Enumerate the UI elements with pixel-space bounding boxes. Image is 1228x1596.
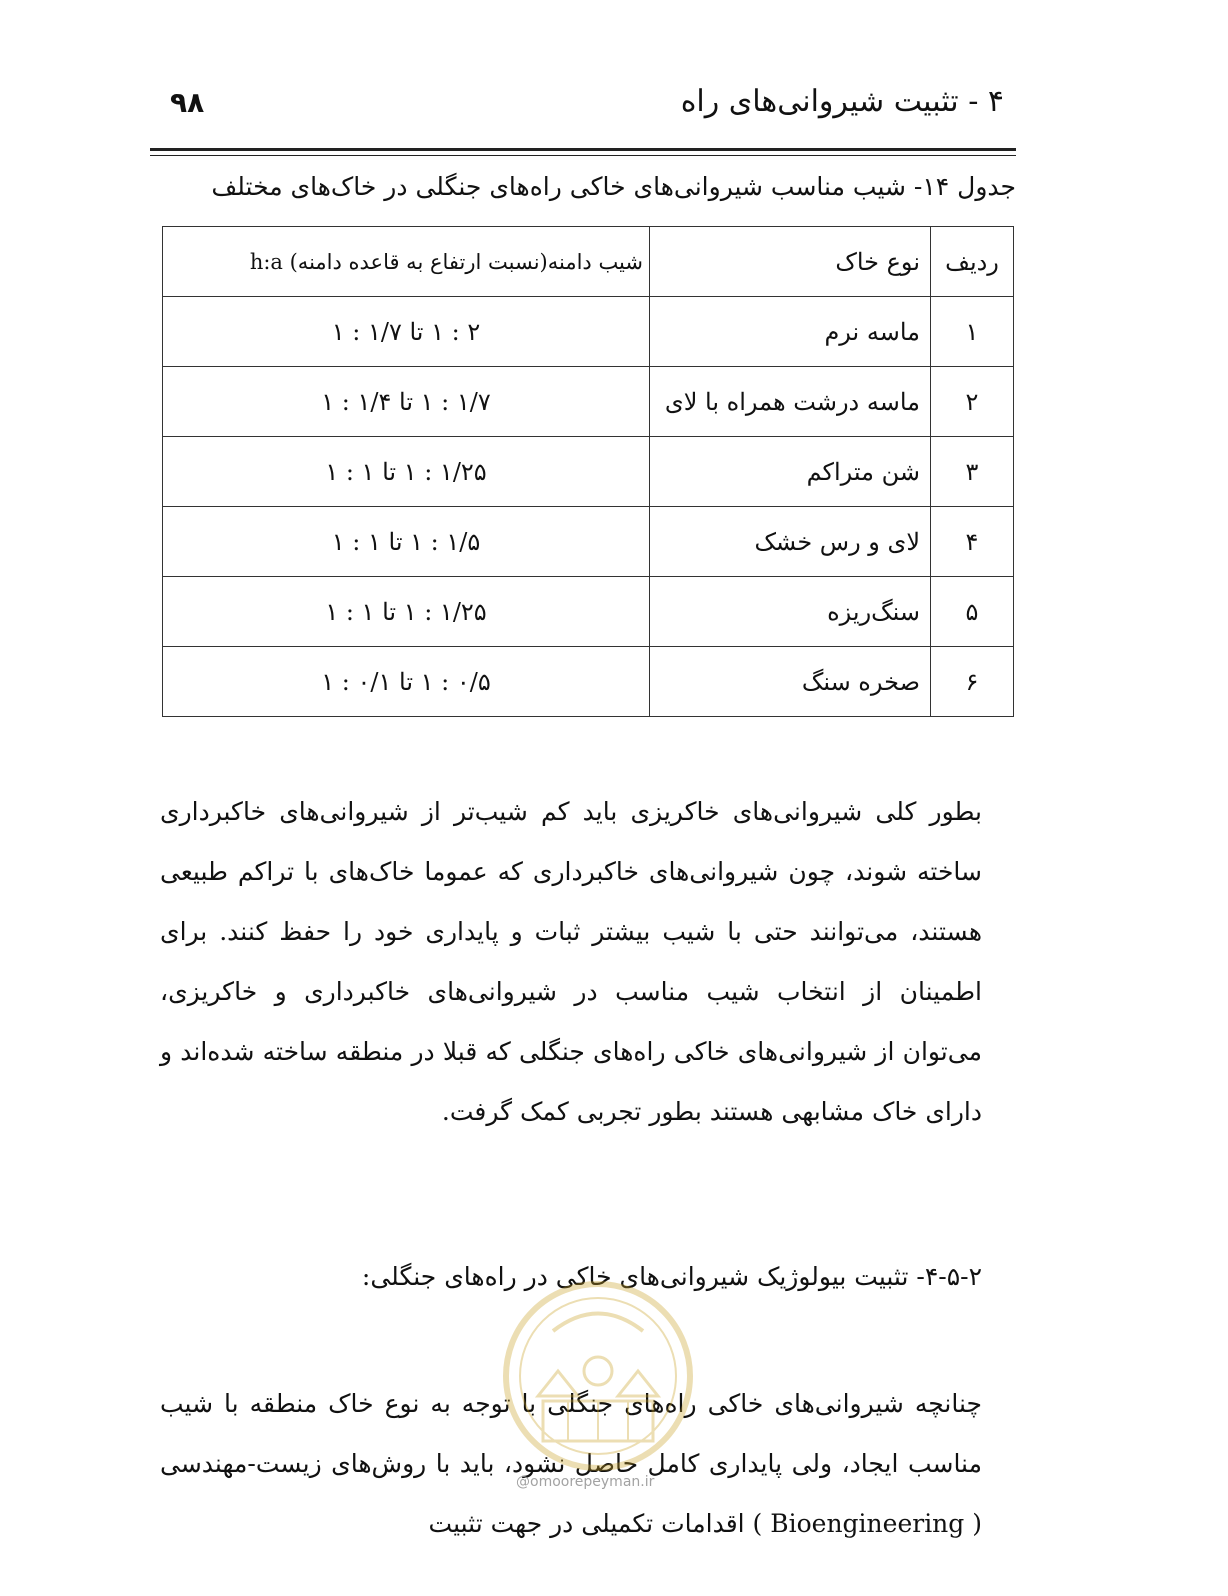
row-number-cell: ۴	[931, 507, 1014, 577]
table-row	[163, 437, 1014, 507]
soil-type-cell: لای و رس خشک	[650, 507, 931, 577]
soil-type-cell: ماسه نرم	[650, 297, 931, 367]
row-number-cell: ۶	[931, 647, 1014, 717]
table-caption: جدول ۱۴- شیب مناسب شیروانی‌های خاکی راه‌های جنگلی در خاک‌های مختلف	[211, 172, 1016, 201]
table-row	[163, 647, 1014, 717]
slope-cell: ۱/۷ : ۱ تا ۱/۴ : ۱	[163, 367, 650, 437]
slope-cell: ۲ : ۱ تا ۱/۷ : ۱	[163, 297, 650, 367]
table-row	[163, 297, 1014, 367]
section-heading: ۴-۵-۲- تثبیت بیولوژیک شیروانی‌های خاکی در راه‌های جنگلی:	[361, 1262, 982, 1291]
table-row	[163, 367, 1014, 437]
row-number-cell: ۱	[931, 297, 1014, 367]
row-number-cell: ۲	[931, 367, 1014, 437]
soil-type-cell: شن متراکم	[650, 437, 931, 507]
soil-type-cell: صخره سنگ	[650, 647, 931, 717]
slope-cell: ۱/۲۵ : ۱ تا ۱ : ۱	[163, 577, 650, 647]
slope-cell: ۰/۵ : ۱ تا ۰/۱ : ۱	[163, 647, 650, 717]
slope-cell: ۱/۵ : ۱ تا ۱ : ۱	[163, 507, 650, 577]
slope-cell: ۱/۲۵ : ۱ تا ۱ : ۱	[163, 437, 650, 507]
header-row-number: ردیف	[931, 227, 1014, 297]
table-row	[163, 577, 1014, 647]
page-number: ۹۸	[170, 86, 205, 119]
paragraph-bioengineering: چنانچه شیروانی‌های خاکی راه‌های جنگلی با توجه به نوع خاک منطقه با شیب مناسب ایجاد، ولی پایداری کامل حاصل نشود، باید با روش‌های زیست-مهندسی ( Bioengineering ) اقدامات تکمیلی در جهت تثبیت	[160, 1389, 982, 1538]
header-rule-thin	[150, 155, 1016, 156]
chapter-title: ۴ - تثبیت شیروانی‌های راه	[680, 84, 1004, 119]
page-header	[150, 78, 1016, 138]
row-number-cell: ۵	[931, 577, 1014, 647]
soil-slope-table	[162, 226, 1014, 717]
header-soil-type: نوع خاک	[650, 227, 931, 297]
soil-type-cell: ماسه درشت همراه با لای	[650, 367, 931, 437]
paragraph-slope-guidance: بطور کلی شیروانی‌های خاکریزی باید کم شیب‌تر از شیروانی‌های خاکبرداری ساخته شوند، چون شیروانی‌های خاکبرداری که عموما خاک‌های با تراکم طبیعی هستند، می‌توانند حتی با شیب بیشتر ثبات و پایداری خود را حفظ کنند. برای اطمینان از انتخاب شیب مناسب در شیروانی‌های خاکبرداری و خاکریزی، می‌توان از شیروانی‌های خاکی راه‌های جنگلی که قبلا در منطقه ساخته شده‌اند و دارای خاک مشابهی هستند بطور تجربی کمک گرفت.	[160, 797, 982, 1126]
table-row	[163, 507, 1014, 577]
table-header-row	[163, 227, 1014, 297]
soil-type-cell: سنگ‌ریزه	[650, 577, 931, 647]
header-rule-thick	[150, 148, 1016, 151]
watermark-text: @omoorepeyman.ir	[516, 1474, 655, 1490]
header-slope: شیب دامنه(نسبت ارتفاع به قاعده دامنه) h:a	[163, 227, 650, 297]
row-number-cell: ۳	[931, 437, 1014, 507]
